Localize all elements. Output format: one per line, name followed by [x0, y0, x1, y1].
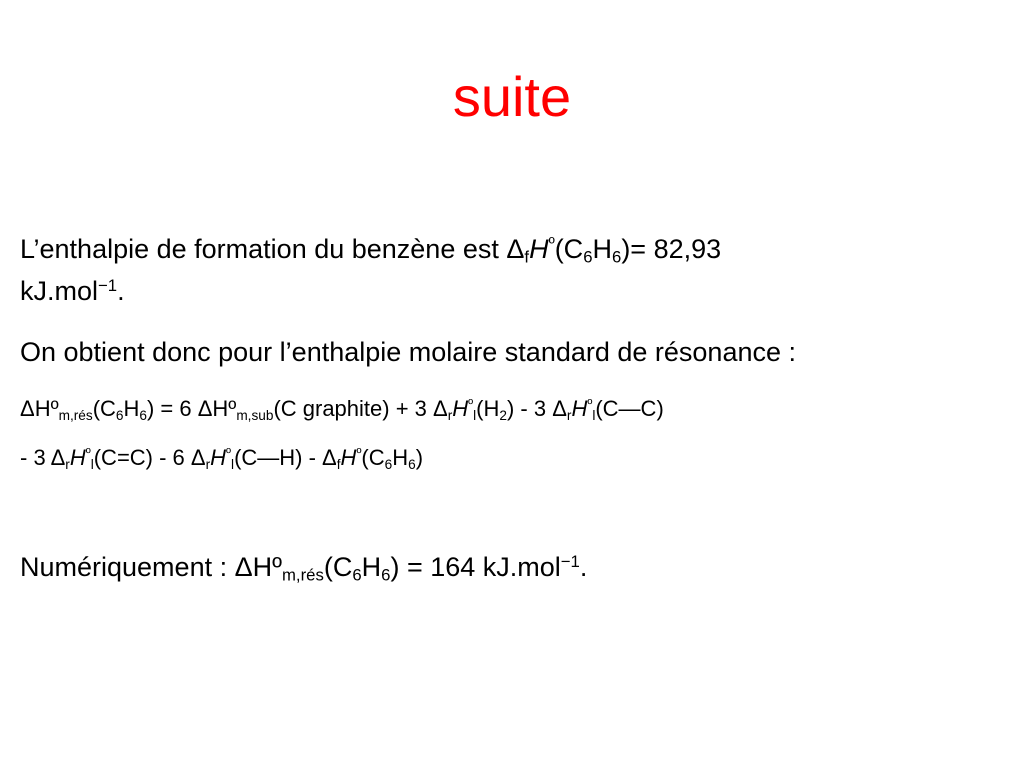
- text-segment: kJ.mol: [20, 276, 99, 306]
- enthalpy-symbol: H: [452, 396, 469, 421]
- subscript: 6: [352, 565, 362, 585]
- text-segment: H: [123, 396, 140, 421]
- text-segment: ) - 3 Δ: [506, 396, 567, 421]
- slide-title: suite: [452, 65, 572, 128]
- subscript: 6: [612, 247, 622, 267]
- text-segment: ΔHº: [20, 396, 59, 421]
- text-segment: H: [361, 552, 382, 582]
- degree-symbol: º: [226, 445, 232, 461]
- enthalpy-symbol: H: [340, 445, 357, 470]
- subscript: f: [524, 247, 530, 267]
- text-segment: (C—C): [595, 396, 664, 421]
- text-line-equation-2: [20, 445, 423, 471]
- text-segment: (C—H) - Δ: [234, 445, 337, 470]
- text-line-enthalpy-formation: [20, 234, 721, 265]
- text-segment: .: [579, 552, 588, 582]
- text-line-resonance-intro: On obtient donc pour l’enthalpie molaire standard de résonance :: [20, 337, 796, 367]
- text-segment: H: [392, 445, 409, 470]
- text-segment: (C=C) - 6 Δ: [93, 445, 206, 470]
- text-segment: H: [592, 234, 612, 264]
- text-segment: .: [117, 276, 125, 306]
- text-segment: (C: [554, 234, 584, 264]
- subscript: m,sub: [236, 407, 274, 423]
- subscript: 6: [139, 407, 147, 423]
- degree-symbol: º: [356, 445, 362, 461]
- superscript: −1: [98, 275, 118, 295]
- subscript: f: [336, 456, 341, 472]
- subscript: r: [205, 456, 211, 472]
- text-segment: - 3 Δ: [20, 445, 66, 470]
- text-segment: (H: [476, 396, 500, 421]
- text-segment: (C: [92, 396, 116, 421]
- subscript: r: [447, 407, 453, 423]
- subscript: 6: [381, 565, 391, 585]
- text-segment: )= 82,93: [621, 234, 722, 264]
- subscript: m,rés: [58, 407, 93, 423]
- text-segment: ): [415, 445, 424, 470]
- enthalpy-symbol: H: [529, 234, 549, 264]
- text-segment: ) = 6 ΔHº: [146, 396, 237, 421]
- text-line-numeric-result: [20, 552, 587, 583]
- enthalpy-symbol: H: [571, 396, 588, 421]
- subscript: 6: [583, 247, 593, 267]
- subscript: l: [592, 407, 596, 423]
- subscript: l: [90, 456, 94, 472]
- text-line-units: [20, 276, 125, 307]
- subscript: r: [566, 407, 572, 423]
- degree-symbol: º: [468, 396, 474, 412]
- text-segment: (C: [323, 552, 353, 582]
- subscript: l: [231, 456, 235, 472]
- enthalpy-symbol: H: [69, 445, 86, 470]
- degree-symbol: º: [548, 233, 555, 253]
- subscript: 6: [384, 456, 393, 472]
- superscript: −1: [560, 551, 580, 571]
- subscript: r: [65, 456, 70, 472]
- text-segment: (C: [361, 445, 385, 470]
- subscript: l: [473, 407, 477, 423]
- text-segment: L’enthalpie de formation du benzène est: [20, 234, 507, 264]
- text-line-equation-1: [20, 396, 664, 422]
- text-segment: Numériquement : ΔHº: [20, 552, 282, 582]
- subscript: 6: [115, 407, 124, 423]
- degree-symbol: º: [85, 445, 91, 461]
- subscript: 6: [408, 456, 416, 472]
- delta-symbol: Δ: [506, 234, 525, 264]
- text-segment: (C graphite) + 3 Δ: [273, 396, 448, 421]
- subscript: 2: [499, 407, 507, 423]
- subscript: m,rés: [281, 565, 324, 585]
- degree-symbol: º: [587, 396, 593, 412]
- text-segment: ) = 164 kJ.mol: [390, 552, 561, 582]
- enthalpy-symbol: H: [210, 445, 227, 470]
